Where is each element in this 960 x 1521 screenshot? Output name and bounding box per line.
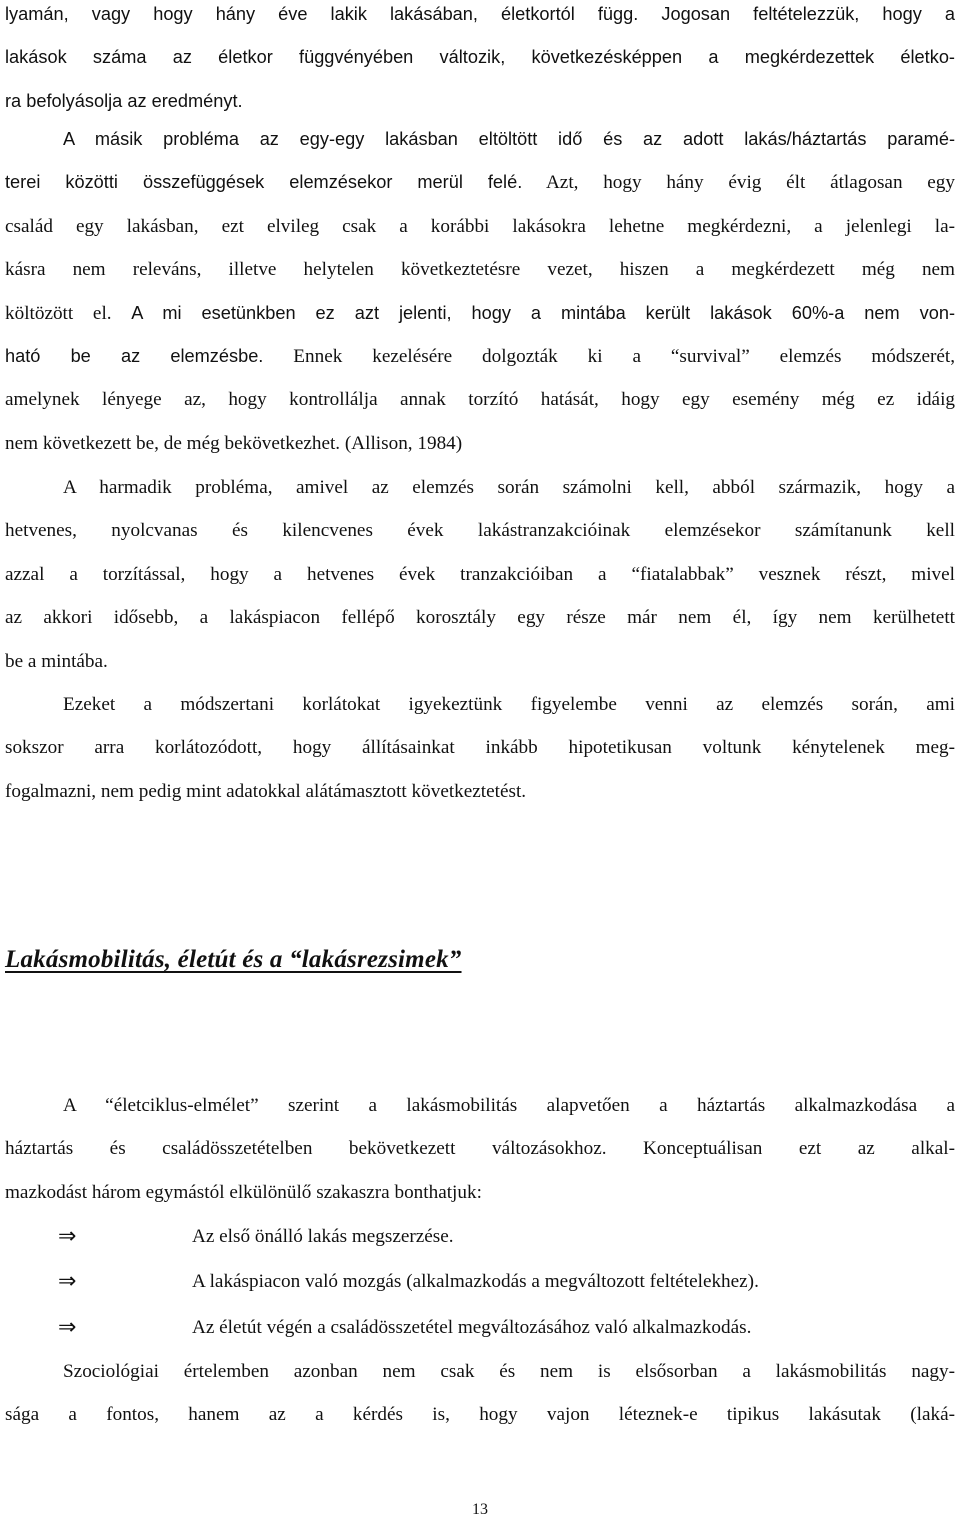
text-segment: Ennek kezelésére dolgozták ki a “survival” elemzés módszerét, [293,345,955,367]
text-line: család egy lakásban, ezt elvileg csak a korábbi lakásokra lehetne megkérdezni, a jelenlegi la- [5,215,955,237]
text-line: amelynek lényege az, hogy kontrollálja annak torzító hatását, hogy egy esemény még ez idáig [5,389,955,411]
text-line: azzal a torzítással, hogy a hetvenes évek tranzakcióiban a “fiatalabbak” vesznek részt, mivel [5,563,955,585]
paragraph-methodology-limits [5,683,955,813]
text-line [5,335,955,378]
list-item [0,1260,960,1303]
paragraph-methodology-problem-3 [5,466,955,683]
text-line: A másik probléma az egy-egy lakásban eltöltött idő és az adott lakás/háztartás paramé- [63,129,955,149]
double-arrow-right-icon: ⇒ [58,1315,77,1340]
list-item-text: Az első önálló lakás megszerzése. [192,1226,454,1247]
text-line: lakások száma az életkor függvényében változik, következésképpen a megkérdezettek életko- [5,47,955,68]
text-segment: költözött el. [5,302,112,324]
section-heading: Lakásmobilitás, életút és a “lakásrezsimek” [5,946,462,973]
text-segment: terei közötti összefüggések elemzésekor merül felé. [5,172,523,193]
paragraph-life-cycle-theory [5,1084,955,1214]
list-item-text: A lakáspiacon való mozgás (alkalmazkodás a megváltozott feltételekhez). [192,1271,759,1292]
text-line: Szociológiai értelemben azonban nem csak és nem is elsősorban a lakásmobilitás nagy- [63,1361,955,1382]
text-line: kásra nem releváns, illetve helytelen következtetésre vezet, hiszen a megkérdezett még nem [5,259,955,281]
text-segment: A mi esetünkben ez azt jelenti, hogy a mintába került lakások 60%-a nem von- [131,302,956,323]
text-line: sokszor arra korlátozódott, hogy állításainkat inkább hipotetikusan voltunk kénytelenek meg- [5,737,955,759]
page-number: 13 [472,1501,488,1518]
text-line [5,161,955,204]
text-line: mazkodást három egymástól elkülönülő szakaszra bonthatjuk: [5,1181,482,1203]
text-line: fogalmazni, nem pedig mint adatokkal alátámasztott következtetést. [5,780,527,802]
list-item [0,1215,960,1258]
text-line: háztartás és családösszetételben bekövetkezett változásokhoz. Konceptuálisan ezt az alkal- [5,1138,955,1160]
text-line: be a mintába. [5,650,108,672]
text-segment: ható be az elemzésbe. [5,345,264,366]
text-line: hetvenes, nyolcvanas és kilencvenes évek lakástranzakcióinak elemzésekor számítanunk kell [5,520,955,542]
text-line: A harmadik probléma, amivel az elemzés során számolni kell, abból származik, hogy a [63,477,955,498]
paragraph-continuation [5,0,955,123]
paragraph-methodology-problem-2 [5,118,955,465]
list-item [0,1306,960,1349]
text-line: sága a fontos, hanem az a kérdés is, hogy vajon léteznek-e tipikus lakásutak (laká- [5,1404,955,1426]
text-line: A “életciklus-elmélet” szerint a lakásmobilitás alapvetően a háztartás alkalmazkodása a [63,1095,955,1116]
text-line: ra befolyásolja az eredményt. [5,90,243,111]
paragraph-sociological-meaning [5,1350,955,1437]
text-line: az akkori idősebb, a lakáspiacon fellépő korosztály egy része már nem él, így nem kerülhetett [5,607,955,629]
double-arrow-right-icon: ⇒ [58,1224,77,1249]
text-segment: Azt, hogy hány évig élt átlagosan egy [545,172,955,194]
text-line: Ezeket a módszertani korlátokat igyekeztünk figyelembe venni az elemzés során, ami [63,694,955,715]
text-line: nem következett be, de még bekövetkezhet. (Allison, 1984) [5,432,463,454]
text-line [5,292,955,335]
list-item-text: Az életút végén a családösszetétel megváltozásához való alkalmazkodás. [192,1317,752,1338]
double-arrow-right-icon: ⇒ [58,1269,77,1294]
text-line: lyamán, vagy hogy hány éve lakik lakásában, életkortól függ. Jogosan feltételezzük, hogy a [5,4,955,24]
